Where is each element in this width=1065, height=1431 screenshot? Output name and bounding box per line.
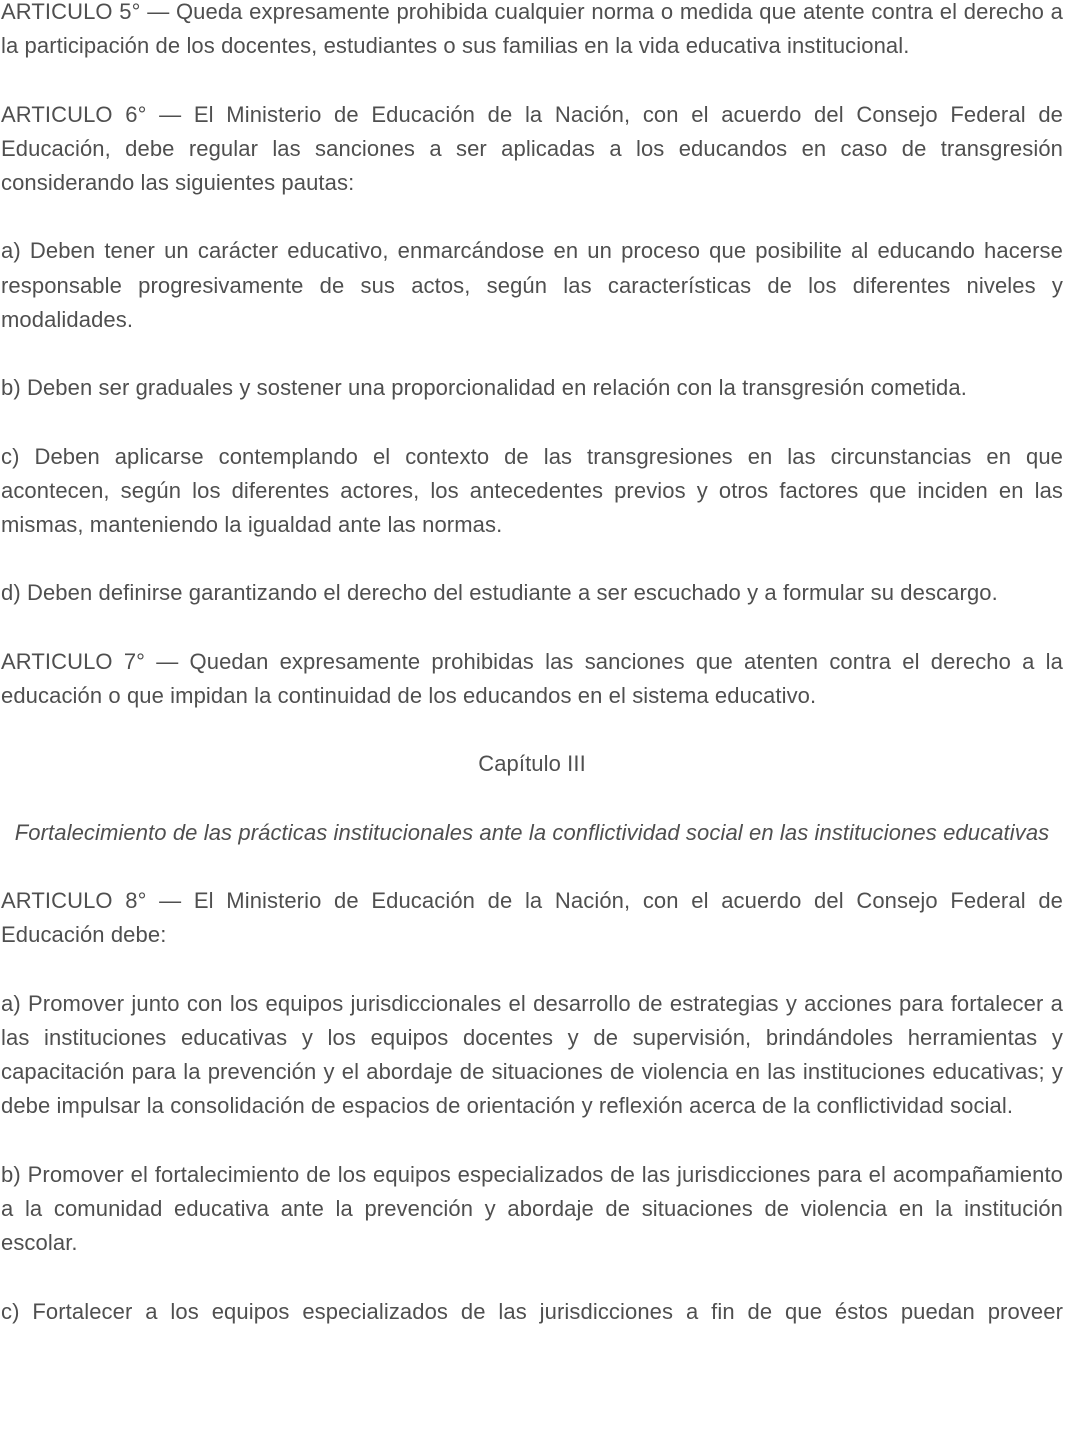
item-b-articulo-6: b) Deben ser graduales y sostener una proporcionalidad en relación con la transgresión cometida. [1, 375, 967, 401]
item-c-articulo-8: c) Fortalecer a los equipos especializados de las jurisdicciones a fin de que éstos puedan proveer [1, 1298, 1063, 1324]
item-a-articulo-6: a) Deben tener un carácter educativo, enmarcándose en un proceso que posibilite al educando hacerse responsable progresivamente de sus actos, según las características de los diferentes niveles y modalidades. [1, 238, 1063, 332]
paragraph-articulo-6: ARTICULO 6° — El Ministerio de Educación de la Nación, con el acuerdo del Consejo Federal de Educación, debe regular las sanciones a ser aplicadas a los educandos en caso de transgresión considerando las siguientes pautas: [1, 101, 1063, 195]
item-d-articulo-6: d) Deben definirse garantizando el derecho del estudiante a ser escuchado y a formular su descargo. [1, 580, 998, 606]
item-a-articulo-8: a) Promover junto con los equipos jurisdiccionales el desarrollo de estrategias y acciones para fortalecer a las instituciones educativas y los equipos docentes y de supervisión, brindándoles herramientas y capacitación para la prevención y el abordaje de situaciones de violencia en las instituciones educativas; y debe impulsar la consolidación de espacios de orientación y reflexión acerca de la conflictividad social. [1, 990, 1063, 1119]
chapter-heading: Capítulo III [478, 751, 586, 777]
item-c-articulo-6: c) Deben aplicarse contemplando el contexto de las transgresiones en las circunstancias en que acontecen, según los diferentes actores, los antecedentes previos y otros factores que inciden en las mismas, manteniendo la igualdad ante las normas. [1, 443, 1063, 537]
chapter-subtitle: Fortalecimiento de las prácticas institucionales ante la conflictividad social en las instituciones educativas [14, 819, 1050, 845]
paragraph-articulo-8: ARTICULO 8° — El Ministerio de Educación de la Nación, con el acuerdo del Consejo Federal de Educación debe: [1, 888, 1063, 948]
paragraph-articulo-5: ARTICULO 5° — Queda expresamente prohibida cualquier norma o medida que atente contra el derecho a la participación de los docentes, estudiantes o sus familias en la vida educativa institucional. [1, 0, 1063, 59]
paragraph-articulo-7: ARTICULO 7° — Quedan expresamente prohibidas las sanciones que atenten contra el derecho a la educación o que impidan la continuidad de los educandos en el sistema educativo. [1, 648, 1063, 708]
item-b-articulo-8: b) Promover el fortalecimiento de los equipos especializados de las jurisdicciones para el acompañamiento a la comunidad educativa ante la prevención y abordaje de situaciones de violencia en la institución escolar. [1, 1161, 1063, 1256]
